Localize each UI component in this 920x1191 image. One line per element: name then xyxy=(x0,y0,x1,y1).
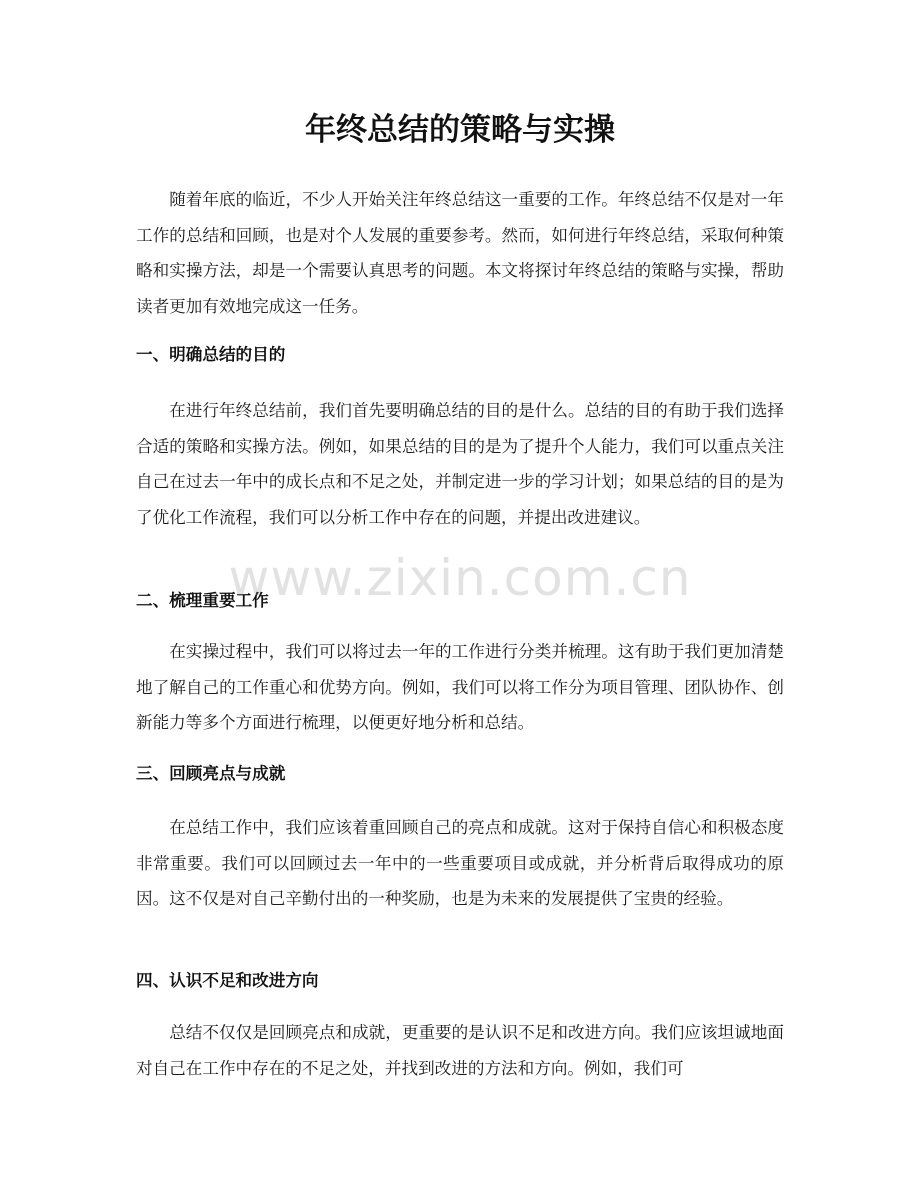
document-title: 年终总结的策略与实操 xyxy=(305,112,615,148)
section-4-heading: 四、认识不足和改进方向 xyxy=(136,971,319,990)
section-3-paragraph: 在总结工作中，我们应该着重回顾自己的亮点和成就。这对于保持自信心和积极态度非常重要。我们可以回顾过去一年中的一些重要项目或成就，并分析背后取得成功的原因。这不仅是对自己辛勤付出的一种奖励，也是为未来的发展提供了宝贵的经验。 xyxy=(136,818,784,908)
section-2-heading: 二、梳理重要工作 xyxy=(136,591,269,610)
section-4-paragraph: 总结不仅仅是回顾亮点和成就，更重要的是认识不足和改进方向。我们应该坦诚地面对自己在工作中存在的不足之处，并找到改进的方法和方向。例如，我们可 xyxy=(136,1023,784,1078)
section-3-heading: 三、回顾亮点与成就 xyxy=(136,764,286,783)
section-1-paragraph: 在进行年终总结前，我们首先要明确总结的目的是什么。总结的目的有助于我们选择合适的策略和实操方法。例如，如果总结的目的是为了提升个人能力，我们可以重点关注自己在过去一年中的成长点和不足之处，并制定进一步的学习计划；如果总结的目的是为了优化工作流程，我们可以分析工作中存在的问题，并提出改进建议。 xyxy=(136,401,784,527)
section-1-heading: 一、明确总结的目的 xyxy=(136,345,286,364)
watermark: www.zixin.com.cn xyxy=(228,549,692,607)
intro-paragraph: 随着年底的临近，不少人开始关注年终总结这一重要的工作。年终总结不仅是对一年工作的总结和回顾，也是对个人发展的重要参考。然而，如何进行年终总结，采取何种策略和实操方法，却是一个需要认真思考的问题。本文将探讨年终总结的策略与实操，帮助读者更加有效地完成这一任务。 xyxy=(136,190,784,316)
section-2-paragraph: 在实操过程中，我们可以将过去一年的工作进行分类并梳理。这有助于我们更加清楚地了解自己的工作重心和优势方向。例如，我们可以将工作分为项目管理、团队协作、创新能力等多个方面进行梳理，以便更好地分析和总结。 xyxy=(136,642,784,732)
